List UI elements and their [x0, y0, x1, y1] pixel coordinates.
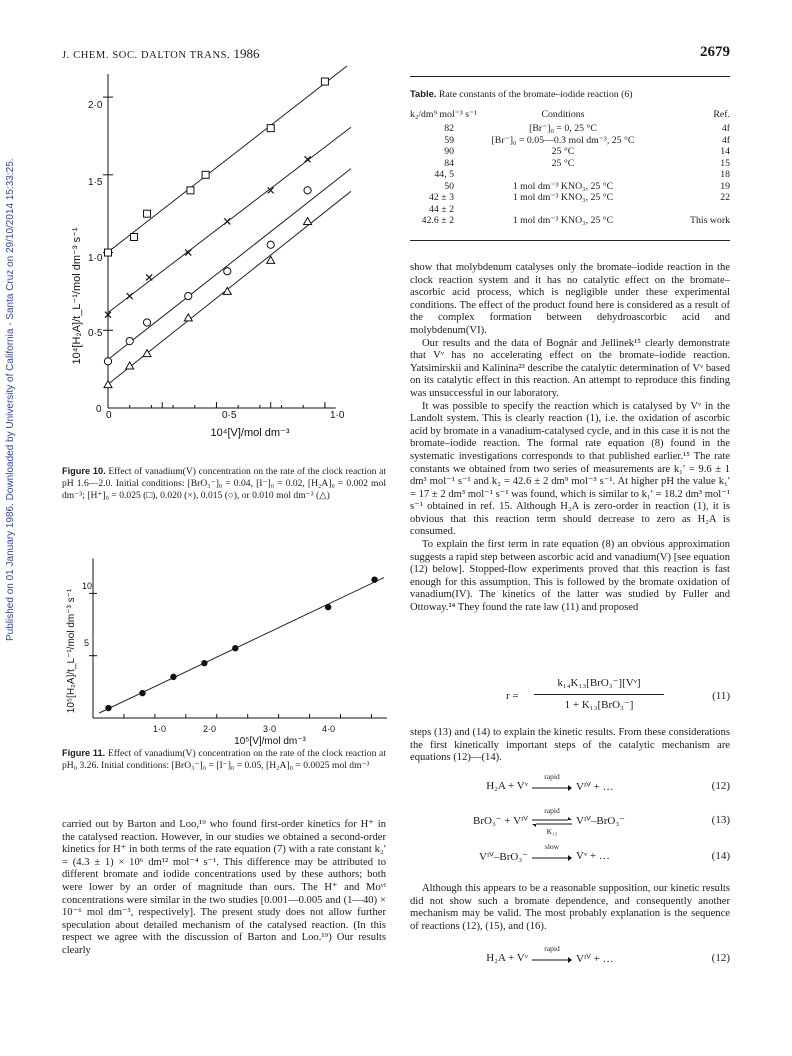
left-paragraph: carried out by Barton and Loo,¹⁹ who found first-order kinetics for H⁺ in the catalysed reaction. However, in our studies we obtained a second-order kinetics for H⁺ in both terms of the rate equation (7) with a rate constant k₂′ = (4.3 ± 1) × 10⁶ dm¹² mol⁻⁴ s⁻¹. This difference may be attributed to different bromate and iodide concentrations used by these authors; both were lower by an order of magnitude than ours. The H⁺ and Moᵛᴵ concentrations were similar in the two studies [0.001—0.005 and (1—40) × 10⁻⁶ mol dm⁻³, respectively]. The present study does not allow further speculation about detailed mechanism of the catalysed reaction. (In this respect we agree with the discussion of Barton and Loo.¹⁹) Our results clearly [62, 819, 386, 956]
figure-10-point-circle [304, 187, 311, 194]
table-cell-conditions: 25 °C [551, 146, 575, 157]
equation-14-rhs: Vᵛ + … [576, 850, 610, 862]
equation-12-repeat [410, 944, 730, 970]
right-column-text-3 [410, 883, 730, 933]
table-top-rule [410, 76, 730, 77]
table-header-row [410, 109, 730, 121]
equation-12-repeat-number: (12) [711, 952, 730, 964]
equation-13-equilibrium-arrow [532, 817, 572, 827]
figure-10-point-cross [146, 274, 152, 280]
figure-10-point-cross [127, 293, 133, 299]
table-cell-ref: 18 [720, 169, 730, 180]
figure-11-axes [89, 558, 387, 718]
figure-10-point-circle [126, 338, 133, 345]
figure-11-point [325, 604, 331, 610]
figure-10-point-triangle [126, 362, 134, 369]
figure-11-ytick-5: 5 [84, 638, 90, 648]
equation-12 [410, 772, 730, 798]
table-row [410, 204, 730, 216]
equation-14-number: (14) [711, 850, 730, 862]
table-cell-k: 50 [444, 180, 454, 192]
figure-11-point [201, 660, 207, 666]
figure-10-point-square [187, 187, 194, 194]
figure-10-point-circle [104, 358, 111, 365]
figure-10-caption-label: Figure 10. [62, 466, 106, 476]
figure-11-chart [60, 556, 390, 776]
table-cell-k: 44 ± 2 [429, 203, 454, 215]
table-row [410, 169, 730, 181]
figure-10-ytick-0: 0 [96, 404, 102, 415]
figure-10-point-square [105, 249, 112, 256]
equation-14 [410, 842, 730, 868]
figure-11-caption-text: Effect of vanadium(V) concentration on the rate of the clock reaction at pH₀ 3.26. Initial conditions: [BrO₃⁻]₀ = [I⁻]₀ = 0.05, [H₂A]₀ = 0.0025 mol dm⁻³ [62, 748, 386, 771]
figure-10-ytick-1-5: 1·5 [88, 177, 103, 188]
rate-constants-table [410, 106, 730, 236]
figure-11-ytick-10: 10 [82, 581, 93, 591]
figure-10-xlabel: 10⁴[V]/mol dm⁻³ [210, 427, 290, 439]
figure-10-point-circle [143, 319, 150, 326]
table-cell-k: 42.6 ± 2 [421, 215, 454, 226]
right-paragraph-1: show that molybdenum catalyses only the bromate–iodide reaction in the clock reaction system and it has no catalytic effect on the bromate–ascorbic acid process, which is negligible under these experimental conditions. The effect of the product found here is considered as a result of the complex formation between dehydroascorbic acid and molybdenum(VI). [410, 262, 730, 336]
equation-12-lhs: H₂A + Vᵛ [486, 780, 528, 792]
table-cell-conditions: 25 °C [551, 157, 575, 169]
table-row [410, 215, 730, 227]
figure-11-xtick-3-0: 3·0 [263, 724, 277, 734]
table-bottom-rule [410, 240, 730, 241]
equation-11-number: (11) [712, 690, 730, 702]
figure-10-point-circle [224, 268, 231, 275]
equation-11-numerator: k₁₄K₁₃[BrO₃⁻][Vᵛ] [557, 677, 641, 689]
figure-10-point-triangle [184, 314, 192, 321]
table-cell-ref: 14 [720, 146, 730, 157]
table-title [410, 88, 730, 100]
figure-11-caption-label: Figure 11. [62, 748, 106, 758]
table-cell-k: 59 [444, 134, 454, 146]
figure-11-caption [62, 748, 386, 772]
equation-12-arrow-label: rapid [544, 772, 560, 781]
figure-10-xtick-0: 0 [106, 410, 112, 421]
table-cell-ref: 4f [721, 134, 730, 146]
figure-10-fit-line-circle [108, 169, 351, 360]
figure-10-point-square [202, 171, 209, 178]
equation-12-repeat-lhs: H₂A + Vᵛ [486, 952, 528, 964]
figure-10-chart [60, 66, 390, 461]
table-cell-conditions: 1 mol dm⁻³ KNO₃, 25 °C [512, 192, 614, 203]
figure-11-xtick-4-0: 4·0 [322, 724, 336, 734]
running-header [62, 46, 260, 62]
equation-11-lhs: r = [506, 690, 519, 702]
provenance-notice: Published on 01 January 1986. Downloaded by University of California - Santa Cruz on 29/10/2014 15:33:25. [5, 158, 16, 642]
equation-13-number: (13) [711, 814, 730, 826]
figure-10-xtick-0-5: 0·5 [222, 410, 237, 421]
table-cell-conditions: 1 mol dm⁻³ KNO₃, 25 °C [512, 215, 614, 226]
table-row [410, 123, 730, 135]
figure-10-ytick-0-5: 0·5 [88, 328, 103, 339]
table-header-ref: Ref. [713, 109, 730, 120]
figure-10-caption [62, 466, 386, 501]
equation-13-rhs: Vᴵⱽ–BrO₃⁻ [576, 815, 625, 827]
equation-12-repeat-arrow [532, 956, 572, 964]
table-cell-k: 44, 5 [434, 169, 454, 180]
figure-11-point [170, 674, 176, 680]
right-paragraph-4: To explain the first term in rate equation (8) an obvious approximation suggests a rapid step between ascorbic acid and vanadium(V) [see equation (12) below]. Stopped-flow experiments proved that this reaction is fast enough for this assumption. This is followed by the bromate oxidation of vanadium(IV). The kinetics of the latter was studied by Fuller and Ottoway.²⁴ They found the rate law (11) and proposed [410, 539, 730, 614]
table-cell-conditions: [Br⁻]₀ = 0.05—0.3 mol dm⁻³, 25 °C [491, 134, 635, 146]
figure-11-point [232, 645, 238, 651]
equation-11-fraction-bar [534, 694, 664, 695]
table-cell-k: 82 [444, 123, 454, 134]
table-cell-k: 84 [444, 157, 454, 169]
table-row [410, 158, 730, 170]
figure-10-point-circle [267, 241, 274, 248]
figure-11-point [371, 576, 377, 582]
equation-12-number: (12) [711, 780, 730, 792]
equation-13-arrow-label: rapid [544, 806, 560, 815]
figure-10-point-cross [224, 218, 230, 224]
left-column-text [62, 819, 386, 958]
figure-10-xtick-1-0: 1·0 [330, 410, 345, 421]
table-header-conditions: Conditions [541, 109, 585, 120]
table-cell-ref: 19 [720, 180, 730, 192]
right-paragraph-6: Although this appears to be a reasonable supposition, our kinetic results did not show such a bromate dependence, and consequently another mechanism may be valid. The most probably explanation is the sequence of reactions (12), (15), and (16). [410, 883, 730, 932]
figure-10-points [104, 78, 328, 388]
table-cell-ref: 22 [720, 192, 730, 203]
figure-10-ytick-1-0: 1·0 [88, 253, 103, 264]
table-title-label: Table. [410, 88, 437, 99]
table-header-k: k₂/dm⁹ mol⁻³ s⁻¹ [410, 109, 478, 120]
figure-10-point-square [267, 125, 274, 132]
table-title-text: Rate constants of the bromate–iodide reaction (6) [438, 89, 633, 100]
table-cell-k: 42 ± 3 [429, 192, 454, 203]
equation-11 [410, 674, 730, 720]
journal-name: J. CHEM. SOC. DALTON TRANS. [62, 50, 231, 61]
equation-14-lhs: Vᴵⱽ–BrO₃⁻ [479, 851, 528, 863]
figure-10-fit-lines [108, 66, 351, 384]
figure-10-point-square [131, 234, 138, 241]
equation-12-repeat-rhs: Vᴵⱽ + … [576, 953, 614, 965]
table-cell-conditions: 1 mol dm⁻³ KNO₃, 25 °C [512, 180, 614, 192]
figure-11-point [139, 690, 145, 696]
figure-10-point-triangle [223, 287, 231, 294]
equation-13-constant: K₁₃ [546, 827, 558, 836]
table-cell-ref: 15 [720, 157, 730, 169]
table-cell-ref: 4f [721, 123, 730, 134]
figure-11-ylabel: 10⁵[H₂A]/t_L⁻¹/mol dm⁻³ s⁻¹ [66, 588, 77, 714]
table-row [410, 181, 730, 193]
figure-10-point-square [321, 78, 328, 85]
figure-10-point-triangle [304, 217, 312, 224]
figure-10-ytick-2-0: 2·0 [88, 100, 103, 111]
figure-11-xtick-2-0: 2·0 [203, 724, 217, 734]
right-paragraph-5: steps (13) and (14) to explain the kinetic results. From these considerations the first kinetically important steps of the catalytic mechanism are equations (12)—(14). [410, 727, 730, 764]
table-cell-ref: This work [689, 215, 730, 226]
equation-13-lhs: BrO₃⁻ + Vᴵⱽ [473, 815, 528, 827]
journal-year: 1986 [233, 46, 260, 61]
figure-10-ylabel: 10⁴[H₂A]/t_L⁻¹/mol dm⁻³ s⁻¹ [71, 227, 83, 365]
figure-11-xtick-1-0: 1·0 [153, 724, 167, 734]
figure-11-point [105, 705, 111, 711]
figure-10-caption-text: Effect of vanadium(V) concentration on the rate of the clock reaction at pH 1.6—2.0. Initial conditions: [BrO₃⁻]₀ = 0.04, [I⁻]₀ = 0.02, [H₂A]₀ = 0.002 mol dm⁻³; [H⁺]₀ = 0.025 (□), 0.020 (×), 0.015 (○), or 0.010 mol dm⁻³ (△) [62, 466, 386, 501]
equation-12-repeat-arrow-label: rapid [544, 944, 560, 953]
equation-12-rhs: Vᴵⱽ + … [576, 781, 614, 793]
right-paragraph-2: Our results and the data of Bognár and Jellinek¹⁵ clearly demonstrate that Vᵛ has no accelerating effect on the bromate–iodide reaction. Yatsimirskii and Kalinina²³ describe the catalytic determination of Vᵛ based on its catalytic effect in this reaction. An attempt to reproduce this finding was unsuccessful in our laboratory. [410, 337, 730, 399]
table-row [410, 192, 730, 204]
equation-13 [410, 806, 730, 838]
figure-10-point-square [144, 210, 151, 217]
equation-14-arrow [532, 854, 572, 862]
equation-14-arrow-label: slow [544, 842, 560, 851]
figure-11-xlabel: 10⁵[V]/mol dm⁻³ [234, 736, 306, 747]
table-cell-k: 90 [444, 146, 454, 157]
page-number: 2679 [700, 44, 730, 60]
right-column-text-2 [410, 727, 730, 765]
equation-11-denominator: 1 + K₁₃[BrO₃⁻] [564, 699, 634, 711]
figure-10-point-circle [185, 292, 192, 299]
right-column-text [410, 262, 730, 615]
right-paragraph-3: It was possible to specify the reaction which is catalysed by Vᵛ in the Landolt system. This is clearly reaction (1), i.e. the oxidation of ascorbic acid by bromate in a vanadium-catalysed cycle, and in this case it is not the bromate–iodide reaction. The formal rate equation (8) found in the systematic investigations corresponds to that published earlier.¹⁵ The rate constants we obtained from two series of measurements are k₁′ = 9.6 ± 1 dm³ mol⁻¹ s⁻¹ and k₂ = 42.6 ± 2 dm⁹ mol⁻³ s⁻¹. At higher pH the value k₁′ = 17 ± 2 dm³ mol⁻¹ s⁻¹ was found, which is similar to k₁′ = 18.2 dm³ mol⁻¹ s⁻¹ obtained in ref. 15. Although H₂A is zero-order in reaction (1), it is obvious that this reaction term should decrease to zero as H₂A is consumed. [410, 400, 730, 538]
table-row [410, 135, 730, 147]
table-row [410, 146, 730, 158]
equation-12-arrow [532, 784, 572, 792]
table-cell-conditions: [Br⁻]₀ = 0, 25 °C [529, 123, 597, 134]
